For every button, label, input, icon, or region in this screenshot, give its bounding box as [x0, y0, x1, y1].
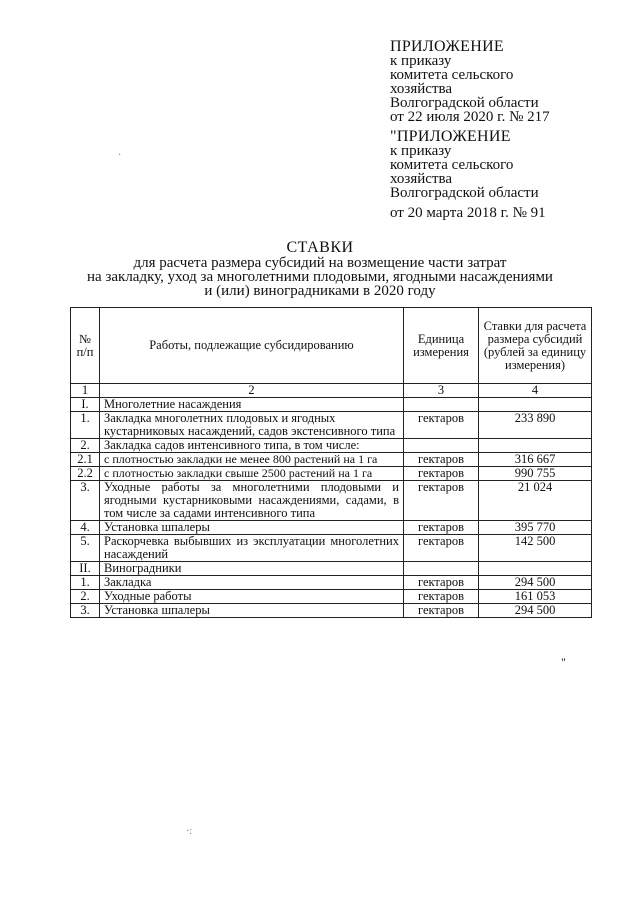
- title-line: на закладку, уход за многолетними плодовыми, ягодными насаждениями: [87, 269, 553, 285]
- row-rate: 990 755: [479, 467, 592, 481]
- document-title: [0, 240, 640, 298]
- table-row: [71, 453, 592, 467]
- header-rate: Ставки для расчета размера субсидий (рублей за единицу измерения): [479, 308, 592, 384]
- row-num: 2.: [71, 439, 100, 453]
- col-number: 1: [71, 384, 100, 398]
- row-num: 2.2: [71, 467, 100, 481]
- row-unit: гектаров: [404, 453, 479, 467]
- scan-speck: ·:: [186, 826, 193, 837]
- row-work: Уходные работы за многолетними плодовыми и ягодными кустарниковыми насаждениями, садами, в том числе за садами интенсивного типа: [100, 481, 404, 521]
- table-row: [71, 467, 592, 481]
- row-work: Виноградники: [100, 562, 404, 576]
- header-num: № п/п: [71, 308, 100, 384]
- table-row: [71, 439, 592, 453]
- appendix-line: Волгоградской области: [390, 95, 539, 111]
- table-row: [71, 412, 592, 439]
- row-unit: гектаров: [404, 412, 479, 439]
- table-row: [71, 398, 592, 412]
- table-row: [71, 562, 592, 576]
- header-unit: Единица измерения: [404, 308, 479, 384]
- row-rate: [479, 398, 592, 412]
- row-work: Уходные работы: [100, 590, 404, 604]
- row-rate: 161 053: [479, 590, 592, 604]
- row-unit: [404, 398, 479, 412]
- scan-speck: ·: [118, 150, 122, 161]
- table-row: [71, 576, 592, 590]
- row-work: Закладка: [100, 576, 404, 590]
- row-work: Закладка многолетних плодовых и ягодных кустарниковых насаждений, садов экстенсивного типа: [100, 412, 404, 439]
- closing-quote: ": [561, 655, 566, 669]
- row-num: 2.1: [71, 453, 100, 467]
- table-row: [71, 521, 592, 535]
- appendix-old-line: к приказу: [390, 143, 452, 159]
- appendix-line: комитета сельского: [390, 67, 514, 83]
- row-work: с плотностью закладки не менее 800 растений на 1 га: [100, 453, 404, 467]
- col-number: 3: [404, 384, 479, 398]
- row-rate: 21 024: [479, 481, 592, 521]
- row-unit: гектаров: [404, 535, 479, 562]
- appendix-block: [390, 40, 550, 124]
- row-rate: 142 500: [479, 535, 592, 562]
- appendix-old-block: [390, 130, 539, 200]
- row-num: II.: [71, 562, 100, 576]
- row-work: Установка шпалеры: [100, 604, 404, 618]
- column-number-row: [71, 384, 592, 398]
- appendix-old-title: "ПРИЛОЖЕНИЕ: [390, 128, 511, 145]
- row-work: с плотностью закладки свыше 2500 растений на 1 га: [100, 467, 404, 481]
- row-num: 1.: [71, 576, 100, 590]
- row-rate: 294 500: [479, 576, 592, 590]
- table-row: [71, 590, 592, 604]
- appendix-old-line: Волгоградской области: [390, 185, 539, 201]
- table-row: [71, 481, 592, 521]
- row-rate: [479, 562, 592, 576]
- table-header-row: [71, 308, 592, 384]
- row-unit: гектаров: [404, 521, 479, 535]
- title-heading: СТАВКИ: [286, 239, 354, 256]
- row-unit: [404, 439, 479, 453]
- title-line: для расчета размера субсидий на возмещение части затрат: [133, 255, 507, 271]
- row-rate: 233 890: [479, 412, 592, 439]
- row-work: Установка шпалеры: [100, 521, 404, 535]
- row-num: I.: [71, 398, 100, 412]
- appendix-title: ПРИЛОЖЕНИЕ: [390, 38, 505, 55]
- appendix-date: от 22 июля 2020 г. № 217: [390, 109, 550, 125]
- row-rate: [479, 439, 592, 453]
- row-work: Многолетние насаждения: [100, 398, 404, 412]
- row-rate: 294 500: [479, 604, 592, 618]
- appendix-line: к приказу: [390, 53, 452, 69]
- appendix-old-line: комитета сельского: [390, 157, 514, 173]
- row-rate: 316 667: [479, 453, 592, 467]
- row-num: 1.: [71, 412, 100, 439]
- row-num: 2.: [71, 590, 100, 604]
- row-num: 5.: [71, 535, 100, 562]
- col-number: 4: [479, 384, 592, 398]
- table-row: [71, 535, 592, 562]
- row-unit: [404, 562, 479, 576]
- row-unit: гектаров: [404, 590, 479, 604]
- col-number: 2: [100, 384, 404, 398]
- row-unit: гектаров: [404, 467, 479, 481]
- rates-table: [70, 307, 592, 618]
- row-work: Закладка садов интенсивного типа, в том числе:: [100, 439, 404, 453]
- row-unit: гектаров: [404, 576, 479, 590]
- appendix-old-date: от 20 марта 2018 г. № 91: [390, 205, 546, 221]
- row-rate: 395 770: [479, 521, 592, 535]
- appendix-old-line: хозяйства: [390, 171, 453, 187]
- row-unit: гектаров: [404, 604, 479, 618]
- row-work: Раскорчевка выбывших из эксплуатации многолетних насаждений: [100, 535, 404, 562]
- row-unit: гектаров: [404, 481, 479, 521]
- row-num: 3.: [71, 604, 100, 618]
- table-row: [71, 604, 592, 618]
- row-num: 4.: [71, 521, 100, 535]
- appendix-line: хозяйства: [390, 81, 453, 97]
- row-num: 3.: [71, 481, 100, 521]
- title-line: и (или) виноградниками в 2020 году: [204, 283, 436, 299]
- header-work: Работы, подлежащие субсидированию: [100, 308, 404, 384]
